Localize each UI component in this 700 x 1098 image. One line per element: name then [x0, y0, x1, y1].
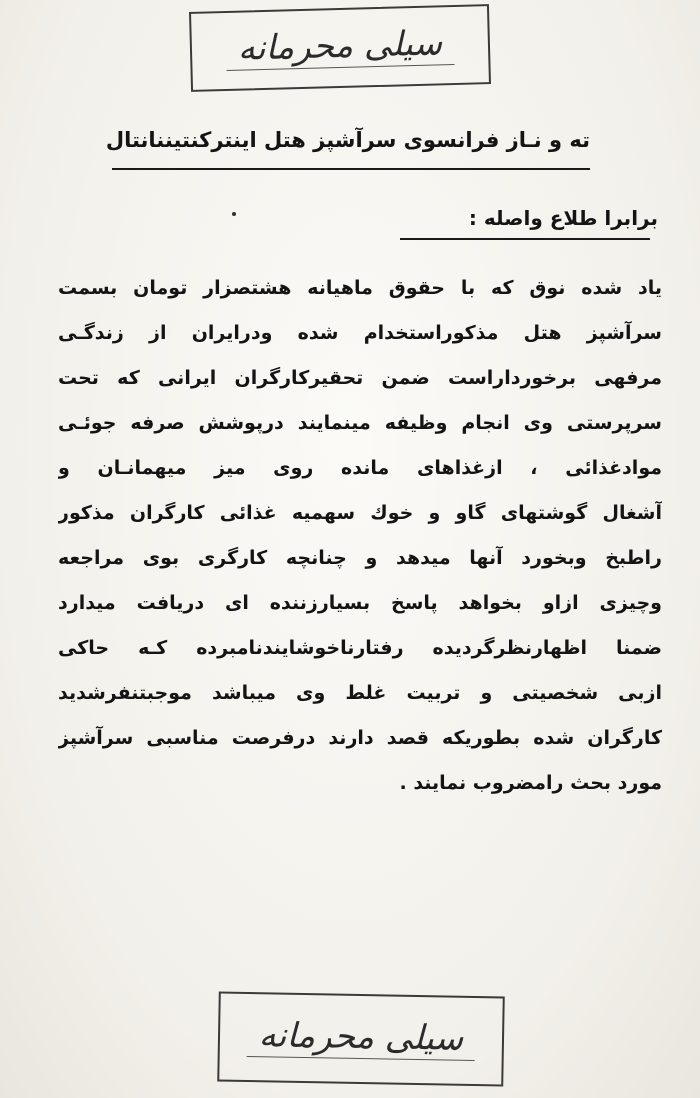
- body-line: یاد شده نوق که با حقوق ماهیانه هشتصزار تومان بسمت: [58, 277, 662, 299]
- salutation-underline: [400, 238, 650, 240]
- body-line: آشغال گوشتهای گاو و خوك سهمیه غذائی کارگران مذکور: [58, 502, 662, 524]
- body-line-last: مورد بحث رامضروب نمایند .: [399, 772, 662, 794]
- document-title: ته و نـاز فرانسوی سرآشپز هتل اینترکنتیننانتال: [105, 128, 590, 152]
- body-line: ضمنا اظهارنظرگردیده رفتارناخوشایندنامبرده کـه حاکی: [58, 637, 662, 659]
- confidential-stamp-top: [189, 4, 491, 92]
- stamp-text: سیلی محرمانه: [247, 1018, 476, 1061]
- body-line: راطبخ وبخورد آنها میدهد و چنانچه کارگری بوی مراجعه: [58, 547, 662, 569]
- salutation: برابرا طلاع واصله :: [468, 206, 658, 230]
- body-line: وچیزی ازاو بخواهد پاسخ بسیارزننده ای دریافت میدارد: [58, 592, 662, 614]
- confidential-stamp-bottom: [217, 992, 505, 1087]
- stamp-text: سیلی محرمانه: [225, 26, 454, 71]
- body-line: ازبی شخصیتی و تربیت غلط وی میباشد موجبتنفرشدید: [58, 682, 662, 704]
- ink-speck: [232, 212, 236, 216]
- body-line: مرفهی برخورداراست ضمن تحقیرکارگران ایرانی که تحت: [58, 367, 662, 389]
- body-line: موادغذائی ، ازغذاهای مانده روی میز میهمانـان و: [58, 457, 662, 479]
- body-line: سرپرستی وی انجام وظیفه مینمایند درپوشش صرفه جوئـی: [58, 412, 662, 434]
- report-body: [58, 266, 662, 806]
- body-line: سرآشپز هتل مذکوراستخدام شده ودرایران از زندگـی: [58, 322, 662, 344]
- body-line: کارگران شده بطوریکه قصد دارند درفرصت مناسبی سرآشپز: [58, 727, 662, 749]
- title-underline: [112, 168, 590, 170]
